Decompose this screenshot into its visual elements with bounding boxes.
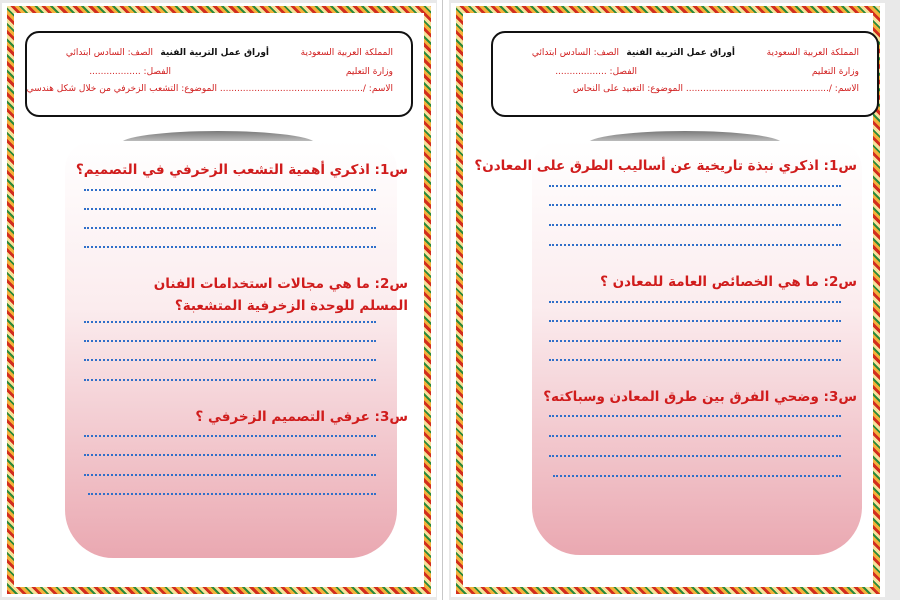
answer-line — [88, 493, 376, 495]
answer-line — [84, 208, 376, 210]
sheet-title: أوراق عمل التربية الفنية — [626, 48, 735, 58]
answer-line — [549, 455, 841, 457]
answer-line — [549, 224, 841, 226]
name-field: الاسم: /.................................................. — [685, 84, 859, 94]
worksheet-header — [25, 31, 413, 117]
questions-panel — [65, 141, 397, 558]
question-1: س1: اذكري أهمية التشعب الزخرفي في التصميم؟ — [75, 162, 408, 178]
answer-line — [84, 246, 376, 248]
name-field: الاسم: /.................................................. — [219, 84, 393, 94]
answer-line — [549, 244, 841, 246]
answer-line — [549, 359, 841, 361]
answer-line — [549, 340, 841, 342]
class-label: الفصل: .................. — [89, 67, 171, 77]
answer-line — [84, 340, 376, 342]
worksheet-page-left — [2, 3, 436, 597]
answer-line — [84, 321, 376, 323]
kingdom-label: المملكة العربية السعودية — [300, 48, 393, 58]
grade-label: الصف: السادس ابتدائي — [65, 48, 153, 58]
worksheet-page-right — [451, 3, 885, 597]
answer-line — [549, 301, 841, 303]
worksheet-header — [491, 31, 879, 117]
answer-line — [84, 189, 376, 191]
subject-label: الموضوع: التشعب الزخرفي من خلال شكل هندسي — [26, 84, 217, 94]
question-2: س2: ما هي مجالات استخدامات الفنان المسلم للوحدة الزخرفية المتشعبة؟ — [153, 276, 408, 314]
question-3: س3: عرفي التصميم الزخرفي ؟ — [195, 409, 408, 425]
answer-line — [84, 359, 376, 361]
answer-line — [549, 435, 841, 437]
question-1: س1: اذكري نبذة تاريخية عن أساليب الطرق على المعادن؟ — [474, 158, 857, 174]
answer-line — [84, 227, 376, 229]
answer-line — [84, 379, 376, 381]
ministry-label: وزارة التعليم — [345, 67, 393, 77]
grade-label: الصف: السادس ابتدائي — [531, 48, 619, 58]
answer-line — [549, 320, 841, 322]
class-label: الفصل: .................. — [555, 67, 637, 77]
sheet-title: أوراق عمل التربية الفنية — [160, 48, 269, 58]
answer-line — [549, 204, 841, 206]
answer-line — [84, 454, 376, 456]
answer-line — [549, 185, 841, 187]
answer-line — [84, 435, 376, 437]
question-3: س3: وضحي الفرق بين طرق المعادن وسباكته؟ — [543, 389, 857, 405]
subject-label: الموضوع: التعبيد على النحاس — [572, 84, 683, 94]
answer-line — [549, 415, 841, 417]
answer-line — [553, 475, 841, 477]
answer-line — [84, 474, 376, 476]
question-2: س2: ما هي الخصائص العامة للمعادن ؟ — [600, 274, 857, 290]
kingdom-label: المملكة العربية السعودية — [766, 48, 859, 58]
ministry-label: وزارة التعليم — [811, 67, 859, 77]
